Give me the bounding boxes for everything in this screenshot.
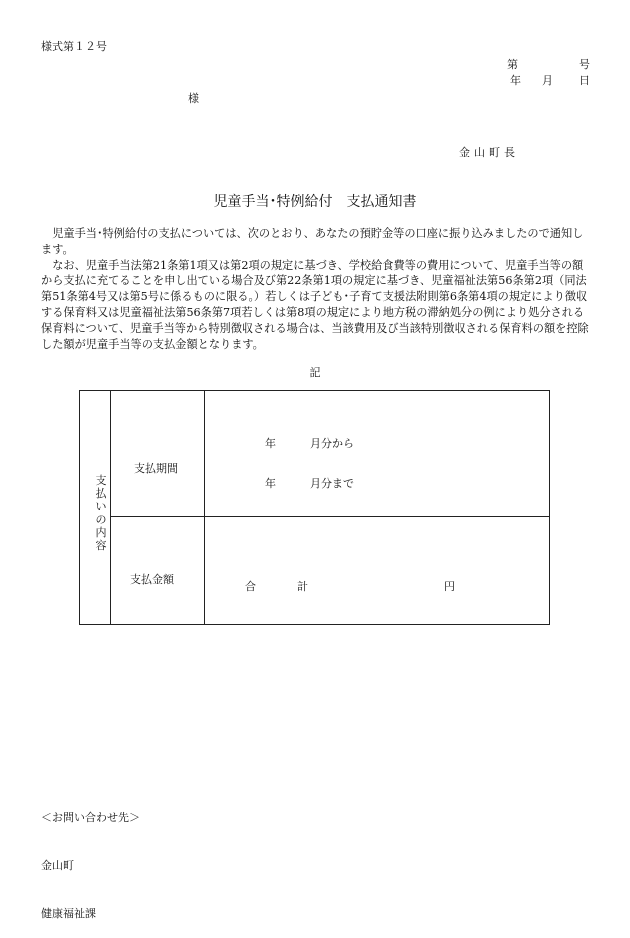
payment-details-table [79,390,550,625]
date-month: 月 [542,74,553,87]
period-from-year: 年 [265,437,276,450]
currency-unit: 円 [444,580,455,593]
document-title: 児童手当･特例給付 支払通知書 [213,194,417,210]
period-from-month: 月分から [310,437,354,450]
notice-paragraph-2: なお、児童手当法第21条第1項又は第2項の規定に基づき、学校給食費等の費用について、児童手当等の額から支払に充てることを申し出ている場合及び第22条第1項の規定に基づき、児童福祉法第56条第2項（同法第51条第4号又は第5号に係るものに限る。）若しくは子ども･子育て支援法附則第6条第4項の規定により徴収する保育料又は児童福祉法第56条第7項若しくは第8項の規定により地方税の滞納処分の例により処分される保育料について、児童手当等から特別徴収される場合は、当該費用及び当該特別徴収される保育料の額を控除した額が児童手当等の支払金額となります。 [41,258,589,351]
payment-period-label: 支払期間 [134,462,178,475]
document-number-prefix: 第 [507,58,518,71]
ki-label: 記 [309,366,321,379]
period-to-year: 年 [265,477,276,490]
table-divider [110,391,111,624]
table-divider [110,516,549,517]
payment-content-label: 支払いの内容 [95,474,107,552]
total-label-part-2: 計 [297,580,308,593]
notice-body [41,226,592,352]
notice-paragraph-1: 児童手当･特例給付の支払については、次のとおり、あなたの預貯金等の口座に振り込みましたので通知します。 [41,227,584,256]
payment-amount-label: 支払金額 [130,573,174,586]
period-to-month: 月分まで [310,477,354,490]
document-number-suffix: 号 [579,58,590,71]
issuer-name: 金山町長 [459,146,519,159]
table-divider [204,391,205,624]
contact-department: 健康福祉課 [41,907,96,920]
date-year: 年 [510,74,521,87]
contact-info [41,778,140,938]
recipient-honorific: 様 [188,92,199,105]
contact-organization: 金山町 [41,859,74,872]
total-label-part-1: 合 [245,580,256,593]
form-number: 様式第１２号 [41,40,107,53]
contact-heading: ＜お問い合わせ先＞ [41,811,140,824]
date-day: 日 [579,74,590,87]
